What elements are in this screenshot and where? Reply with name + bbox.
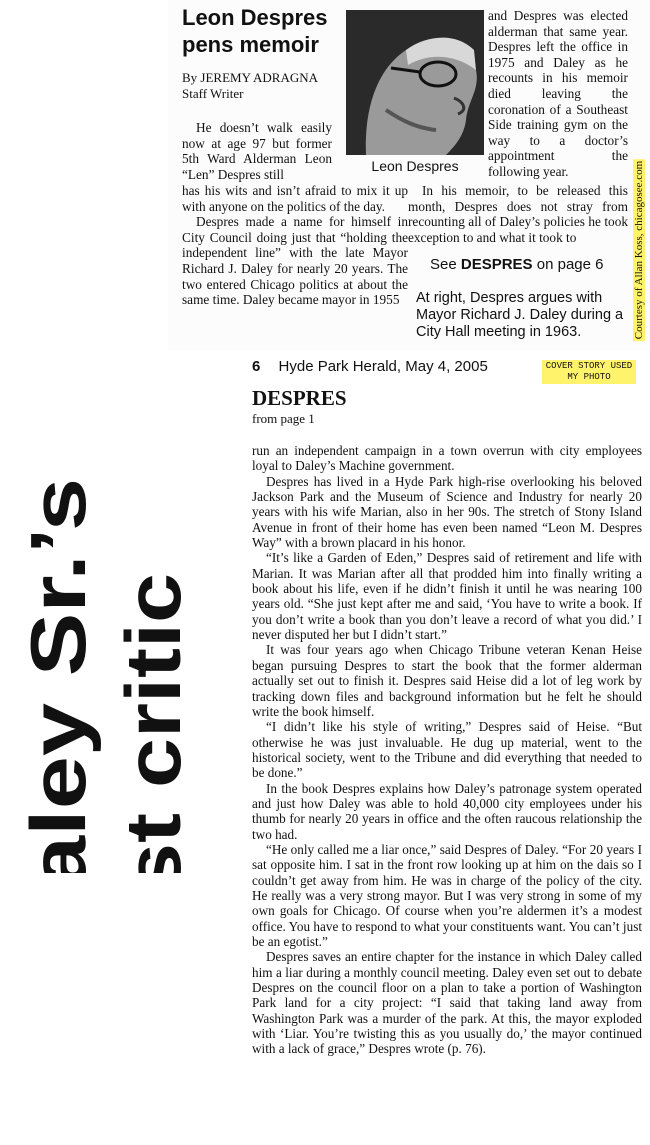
paragraph: and Despres was elected alderman that same year. Despres left the office in 1975 and Daley as he recounts in his memoir died leaving the coronation of a Southeast Side training gym on the way to a doctor’s appointment the following year. xyxy=(488,8,628,179)
column-1-top xyxy=(182,120,332,182)
paragraph: Despres has lived in a Hyde Park high-rise overlooking his beloved Jackson Park and the Museum of Science and Industry for nearly 20 years with his wife Marian, also in her 90s. The stretch of Stony Island Avenue in front of their home has even been named “Leon M. Despres Way” with a brown placard in his honor. xyxy=(252,473,642,551)
photo-credit: Courtesy of Allan Koss, chicagosee.com xyxy=(633,160,645,340)
paragraph: has his wits and isn’t afraid to mix it up with anyone on the politics of the day. xyxy=(182,183,408,214)
vertical-headline xyxy=(0,373,212,873)
paragraph: He doesn’t walk easily now at age 97 but former 5th Ward Alderman Leon “Len” Despres still xyxy=(182,120,332,182)
paragraph: In the book Despres explains how Daley’s patronage system operated and just how Daley was able to hold 40,000 city employees under his thumb for nearly 20 years in office and the often raucous relationship the two had. xyxy=(252,780,642,842)
paragraph: “It’s like a Garden of Eden,” Despres said of retirement and life with Marian. It was Marian after all that prodded him into finally writing a book about his life, even if he didn’t finish it until he was nearing 100 years old. “She just kept after me and said, ‘You have to write a book. If you don’t write a book than you don’t leave a record of what you did.’ I never disputed her but I didn’t start.” xyxy=(252,550,642,643)
paragraph: Despres saves an entire chapter for the instance in which Daley called him a liar during a monthly council meeting. Daley even set out to debate Despres on the council floor on a plan to take a portion of Washington Park land for a city project: “I said that taking land away from Washington Park was a murder of the park. At this, the mayor exploded with ‘Liar. You’re twisting this as you usually do,’ the mayor continued with a lack of grace,” Despres wrote (p. 76). xyxy=(252,949,642,1057)
page-number: 6 xyxy=(252,358,261,375)
column-2-bottom xyxy=(408,183,628,245)
byline-author: By JEREMY ADRAGNA xyxy=(182,70,319,85)
paper-date: Hyde Park Herald, May 4, 2005 xyxy=(278,358,488,375)
article-body xyxy=(252,443,642,1057)
page-header xyxy=(252,358,488,375)
handwritten-note: COVER STORY USED MY PHOTO xyxy=(542,360,636,384)
byline xyxy=(182,70,318,102)
from-page: from page 1 xyxy=(252,411,315,426)
paragraph: run an independent campaign in a town overrun with city employees loyal to Daley’s Machine government. xyxy=(252,443,642,474)
paragraph: It was four years ago when Chicago Tribune veteran Kenan Heise began pursuing Despres to start the book that the former alderman actually set out to finish it. Despres said Heise did a lot of leg work by tracking down files and background information but he felt he should write the book himself. xyxy=(252,642,642,719)
paragraph: Despres made a name for himself in City Council doing just that “holding the independent line” with the late Mayor Richard J. Daley for nearly 20 years. The two entered Chicago politics at about the same time. Daley became mayor in 1955 xyxy=(182,214,408,308)
top-clipping xyxy=(168,0,650,350)
paragraph: “I didn’t like his style of writing,” Despres said of Heise. “But otherwise he was just invaluable. He dug up material, went to the historical society, went to the Tribune and did everything that needed to be done.” xyxy=(252,719,642,781)
column-1-bottom xyxy=(182,183,408,308)
paragraph: “He only called me a liar once,” said Despres of Daley. “For 20 years I sat opposite him. I sat in the front row looking up at him on the dais so I couldn’t get away from him. He was in charge of the policy of the city. He really was a very strong mayor. But I was very strong in some of my own goals for Chicago. Of course when you’re aldermen it’s a modest office. You have to respond to what your constituents want. You can’t just be an egotist.” xyxy=(252,841,642,949)
column-2-top xyxy=(488,8,628,180)
photo-caption: Leon Despres xyxy=(371,158,459,174)
paragraph: In his memoir, to be released this month, Despres does not stray from recounting all of Daley’s policies he took exception to and what it took to xyxy=(408,183,628,245)
headline-line-2: worst critic xyxy=(109,636,197,873)
photo-caption-right: At right, Despres argues with Mayor Richard J. Daley during a City Hall meeting in 1963. xyxy=(416,290,624,340)
portrait-photo xyxy=(346,10,484,155)
see-page-reference: See DESPRES on page 6 xyxy=(430,256,604,273)
continuation-clipping xyxy=(214,356,650,1145)
headline: Leon Despres pens memoir xyxy=(182,5,328,57)
byline-role: Staff Writer xyxy=(182,86,244,101)
continuation-head: DESPRES xyxy=(252,386,347,410)
headline-line-1: Daley Sr.’s xyxy=(14,566,102,873)
